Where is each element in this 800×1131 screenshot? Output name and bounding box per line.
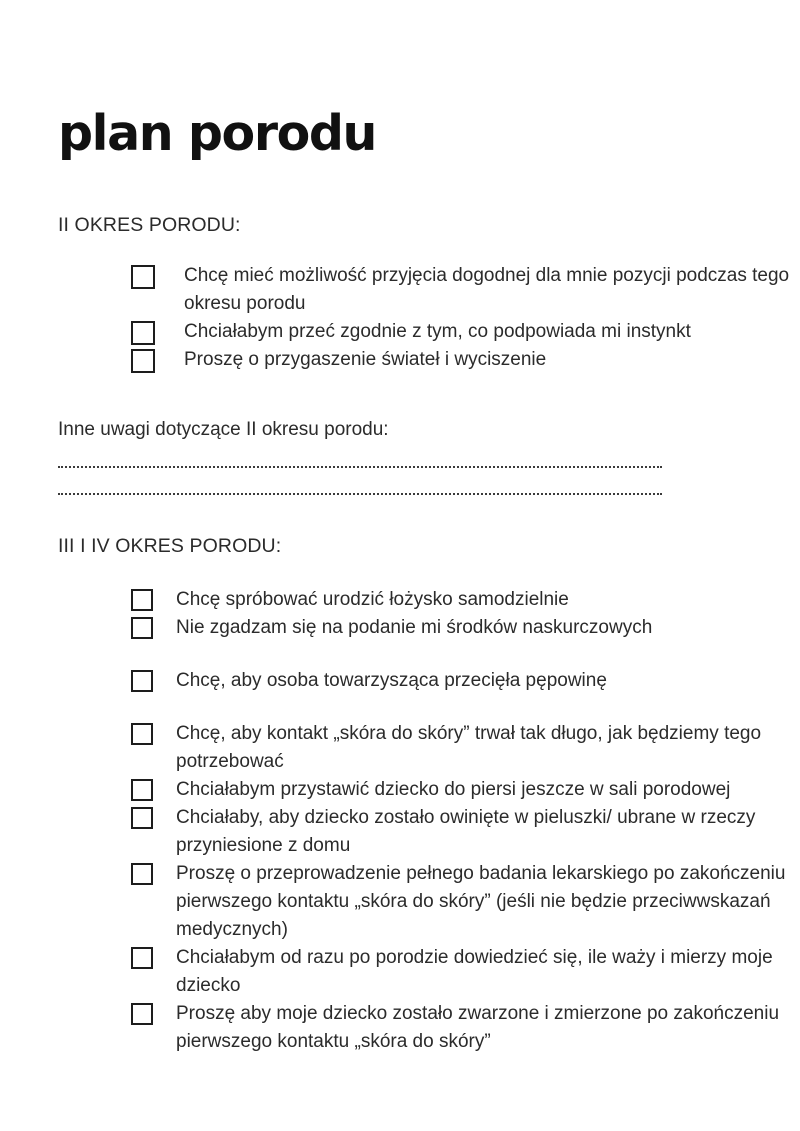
check-item[interactable] [131, 804, 791, 860]
checkbox-icon[interactable] [131, 349, 155, 373]
checkbox-icon[interactable] [131, 617, 153, 639]
notes-write-in-area[interactable] [58, 466, 662, 495]
checkbox-icon[interactable] [131, 779, 153, 801]
notes-label: Inne uwagi dotyczące II okresu porodu: [58, 419, 389, 440]
check-item[interactable] [131, 318, 791, 346]
check-item[interactable] [131, 720, 791, 776]
check-item-label: Proszę o przeprowadzenie pełnego badania lekarskiego po zakończeniu pierwszego kontaktu „skóra do skóry” (jeśli nie będzie przeciwwskazań medycznych) [176, 863, 786, 940]
check-item-label: Chcę, aby osoba towarzysząca przecięła pępowinę [176, 670, 607, 691]
check-item-label: Chciałaby, aby dziecko zostało owinięte w pieluszki/ ubrane w rzeczy przyniesione z domu [176, 807, 756, 856]
checkbox-icon[interactable] [131, 321, 155, 345]
check-item[interactable] [131, 776, 791, 804]
check-item[interactable] [131, 667, 791, 695]
checkbox-icon[interactable] [131, 265, 155, 289]
page-title: plan porodu [58, 104, 377, 162]
check-item-label: Chciałabym od razu po porodzie dowiedzieć się, ile waży i mierzy moje dziecko [176, 947, 773, 996]
check-item-label: Chciałabym przeć zgodnie z tym, co podpowiada mi instynkt [184, 321, 691, 342]
check-item-label: Proszę o przygaszenie świateł i wyciszenie [184, 349, 547, 370]
checkbox-icon[interactable] [131, 670, 153, 692]
watermark-ghost [520, 86, 780, 156]
check-item[interactable] [131, 262, 791, 318]
checklist-ii-okres-porodu [131, 262, 791, 374]
check-item-label: Chcę mieć możliwość przyjęcia dogodnej dla mnie pozycji podczas tego okresu porodu [184, 265, 790, 314]
checkbox-icon[interactable] [131, 807, 153, 829]
checkbox-icon[interactable] [131, 723, 153, 745]
section-heading-ii-okres-porodu: II OKRES PORODU: [58, 214, 241, 236]
notes-write-in-line[interactable] [58, 493, 662, 495]
section-heading-iii-iv-okres-porodu: III I IV OKRES PORODU: [58, 535, 282, 557]
checklist-iii-iv-okres-porodu [131, 586, 791, 1056]
check-item-label: Proszę aby moje dziecko zostało zwarzone i zmierzone po zakończeniu pierwszego kontaktu „skóra do skóry” [176, 1003, 780, 1052]
check-item[interactable] [131, 944, 791, 1000]
checkbox-icon[interactable] [131, 947, 153, 969]
check-item[interactable] [131, 1000, 791, 1056]
notes-write-in-line[interactable] [58, 466, 662, 468]
check-item[interactable] [131, 586, 791, 614]
check-item[interactable] [131, 860, 791, 944]
check-item[interactable] [131, 614, 791, 642]
check-item[interactable] [131, 346, 791, 374]
checkbox-icon[interactable] [131, 589, 153, 611]
check-item-label: Chciałabym przystawić dziecko do piersi jeszcze w sali porodowej [176, 779, 731, 800]
checkbox-icon[interactable] [131, 1003, 153, 1025]
check-item-label: Chcę, aby kontakt „skóra do skóry” trwał tak długo, jak będziemy tego potrzebować [176, 723, 762, 772]
check-item-label: Chcę spróbować urodzić łożysko samodzielnie [176, 589, 569, 610]
check-item-label: Nie zgadzam się na podanie mi środków naskurczowych [176, 617, 653, 638]
checkbox-icon[interactable] [131, 863, 153, 885]
